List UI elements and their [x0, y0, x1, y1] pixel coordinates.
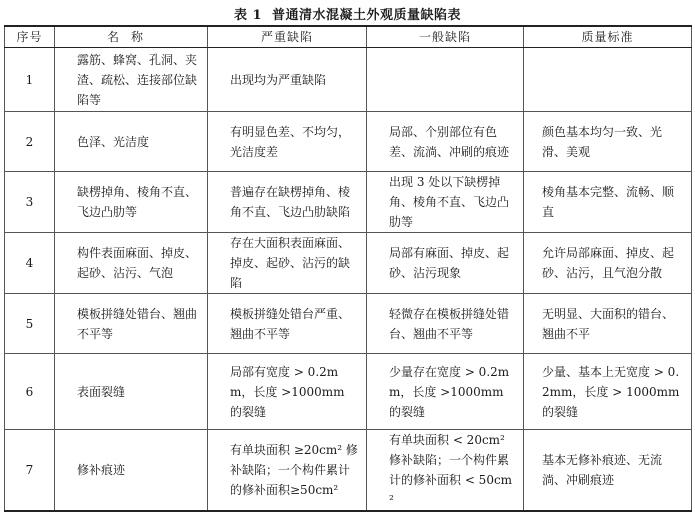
header-general: 一般缺陷 [367, 26, 524, 48]
cell-severe: 局部有宽度 > 0.2mm，长度 >1000mm 的裂缝 [208, 354, 367, 430]
cell-name: 表面裂缝 [55, 354, 208, 430]
table-caption-title: 普通清水混凝土外观质量缺陷表 [272, 8, 462, 23]
cell-general: 局部有麻面、掉皮、起砂、沾污现象 [367, 233, 524, 294]
cell-no: 3 [5, 172, 55, 233]
cell-name: 模板拼缝处错台、翘曲不平等 [55, 294, 208, 354]
cell-standard: 少量、基本上无宽度 > 0.2mm，长度 > 1000mm 的裂缝 [524, 354, 692, 430]
header-no: 序号 [5, 26, 55, 48]
cell-name: 色泽、光洁度 [55, 112, 208, 172]
cell-general [367, 48, 524, 112]
cell-no: 5 [5, 294, 55, 354]
cell-no: 6 [5, 354, 55, 430]
cell-general: 轻微存在模板拼缝处错台、翘曲不平等 [367, 294, 524, 354]
cell-severe: 普遍存在缺楞掉角、棱角不直、飞边凸肋缺陷 [208, 172, 367, 233]
cell-standard: 基本无修补痕迹、无流淌、冲刷痕迹 [524, 430, 692, 512]
cell-severe: 有明显色差、不均匀，光洁度差 [208, 112, 367, 172]
table-row [5, 172, 692, 233]
cell-name: 缺楞掉角、棱角不直、飞边凸肋等 [55, 172, 208, 233]
table-row [5, 294, 692, 354]
cell-no: 1 [5, 48, 55, 112]
table-row [5, 430, 692, 512]
header-name: 名称 [55, 26, 208, 48]
table-header-row [5, 26, 692, 48]
cell-severe: 出现均为严重缺陷 [208, 48, 367, 112]
cell-general: 有单块面积 < 20cm² 修补缺陷；一个构件累计的修补面积 < 50cm² [367, 430, 524, 512]
cell-name: 构件表面麻面、掉皮、起砂、沾污、气泡 [55, 233, 208, 294]
table-row [5, 112, 692, 172]
table-row [5, 233, 692, 294]
table-caption [0, 4, 695, 23]
cell-no: 7 [5, 430, 55, 512]
cell-general: 局部、个别部位有色差、流淌、冲刷的痕迹 [367, 112, 524, 172]
cell-severe: 有单块面积 ≥20cm² 修补缺陷；一个构件累计的修补面积≥50cm² [208, 430, 367, 512]
cell-name: 露筋、蜂窝、孔洞、夹渣、疏松、连接部位缺陷等 [55, 48, 208, 112]
table-row [5, 48, 692, 112]
table-caption-number: 表 1 [233, 8, 263, 23]
cell-severe: 存在大面积表面麻面、掉皮、起砂、沾污的缺陷 [208, 233, 367, 294]
cell-no: 2 [5, 112, 55, 172]
cell-standard [524, 48, 692, 112]
cell-standard: 无明显、大面积的错台、翘曲不平 [524, 294, 692, 354]
cell-standard: 允许局部麻面、掉皮、起砂、沾污，且气泡分散 [524, 233, 692, 294]
cell-severe: 模板拼缝处错台严重、翘曲不平等 [208, 294, 367, 354]
table-row [5, 354, 692, 430]
cell-standard: 颜色基本均匀一致、光滑、美观 [524, 112, 692, 172]
cell-no: 4 [5, 233, 55, 294]
cell-standard: 棱角基本完整、流畅、顺直 [524, 172, 692, 233]
quality-defect-table [4, 25, 692, 512]
cell-general: 少量存在宽度 > 0.2mm，长度 >1000mm 的裂缝 [367, 354, 524, 430]
header-severe: 严重缺陷 [208, 26, 367, 48]
cell-general: 出现 3 处以下缺楞掉角、棱角不直、飞边凸肋等 [367, 172, 524, 233]
cell-name: 修补痕迹 [55, 430, 208, 512]
header-standard: 质量标准 [524, 26, 692, 48]
